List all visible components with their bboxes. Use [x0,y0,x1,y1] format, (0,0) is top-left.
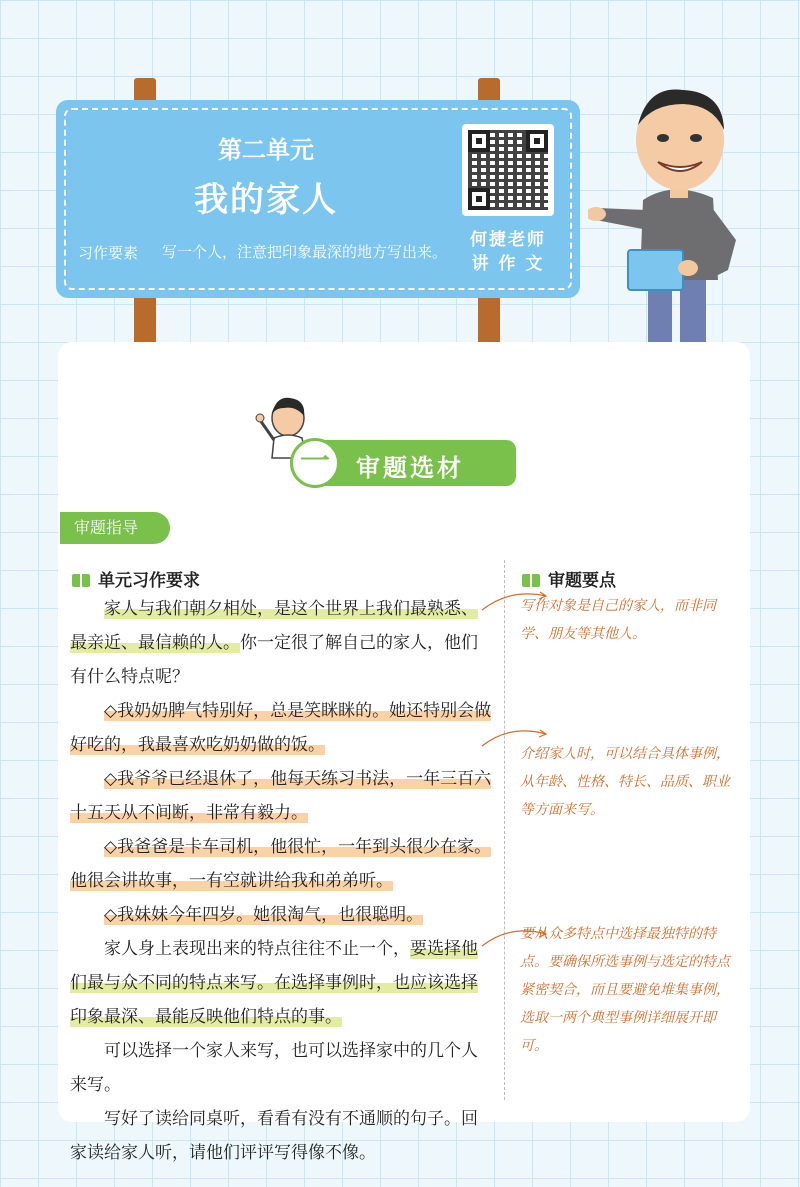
paragraph-7 [70,1034,494,1102]
section-header [290,440,516,486]
teacher-name [460,228,556,276]
requirement-text: 写一个人，注意把印象最深的地方写出来。 [162,243,448,261]
qr-code-icon[interactable] [462,124,554,216]
paragraph-8 [70,1102,494,1170]
teacher-line-2: 讲 作 文 [471,254,545,274]
paragraph-4 [70,830,494,898]
note-2: 介绍家人时，可以结合具体事例，从年龄、性格、特长、品质、职业等方面来写。 [520,746,730,818]
highlight-text: ◇我妹妹今年四岁。她很淘气，也很聪明。 [104,905,424,925]
left-heading-text: 单元习作要求 [98,571,200,591]
unit-name: 我的家人 [194,180,338,220]
paragraph-2 [70,694,494,762]
highlight-text: 要选择他们最与众不同的特点来写。在选择事例时，也应该选择印象最深、最能反映他们特点的事。 [70,939,478,1027]
guide-tag: 审题指导 [60,512,170,544]
paragraph-3 [70,762,494,830]
highlight-text: ◇我奶奶脾气特别好，总是笑眯眯的。她还特别会做好吃的，我最喜欢吃奶奶做的饭。 [70,701,492,755]
note-1: 写作对象是自己的家人，而非同学、朋友等其他人。 [520,598,716,642]
highlight-text: 家人与我们朝夕相处，是这个世界上我们最熟悉、最亲近、最信赖的人。 [70,599,478,653]
note-3: 要从众多特点中选择最独特的特点。要确保所选事例与选定的特点紧密契合，而且要避免堆集事例，选取一两个典型事例详细展开即可。 [520,926,730,1054]
qr-finder-top-left [468,130,490,152]
paragraph-text: 写好了读给同桌听，看看有没有不通顺的句子。回家读给家人听，请他们评评写得像不像。 [70,1109,478,1163]
unit-title: 第二单元 [218,136,314,164]
highlight-text: ◇我爷爷已经退休了，他每天练习书法，一年三百六十五天从不间断，非常有毅力。 [70,769,492,823]
highlight-text: ◇我爸爸是卡车司机，他很忙，一年到头很少在家。他很会讲故事，一有空就讲给我和弟弟听。 [70,837,492,891]
paragraph-6 [70,932,494,1034]
left-heading [72,566,200,591]
paragraph-5 [70,898,494,932]
paragraph-text: 可以选择一个家人来写，也可以选择家中的几个人来写。 [70,1041,478,1095]
requirement-body [70,592,494,1170]
unit-banner [56,100,580,298]
qr-finder-bottom-left [468,188,490,210]
section-number: 一 [290,438,340,488]
requirement-label: 习作要素 [78,244,139,262]
column-divider [504,560,505,1100]
teacher-line-1: 何捷老师 [470,230,546,250]
right-heading-text: 审题要点 [548,571,616,591]
qr-finder-top-right [526,130,548,152]
paragraph-1 [70,592,494,694]
section-title: 审题选材 [356,454,464,482]
paragraph-text: 你一定很了解自己的家人，他们有什么特点呢？ [70,633,478,687]
paragraph-text: 家人身上表现出来的特点往往不止一个， [104,939,410,959]
book-icon [72,574,90,587]
